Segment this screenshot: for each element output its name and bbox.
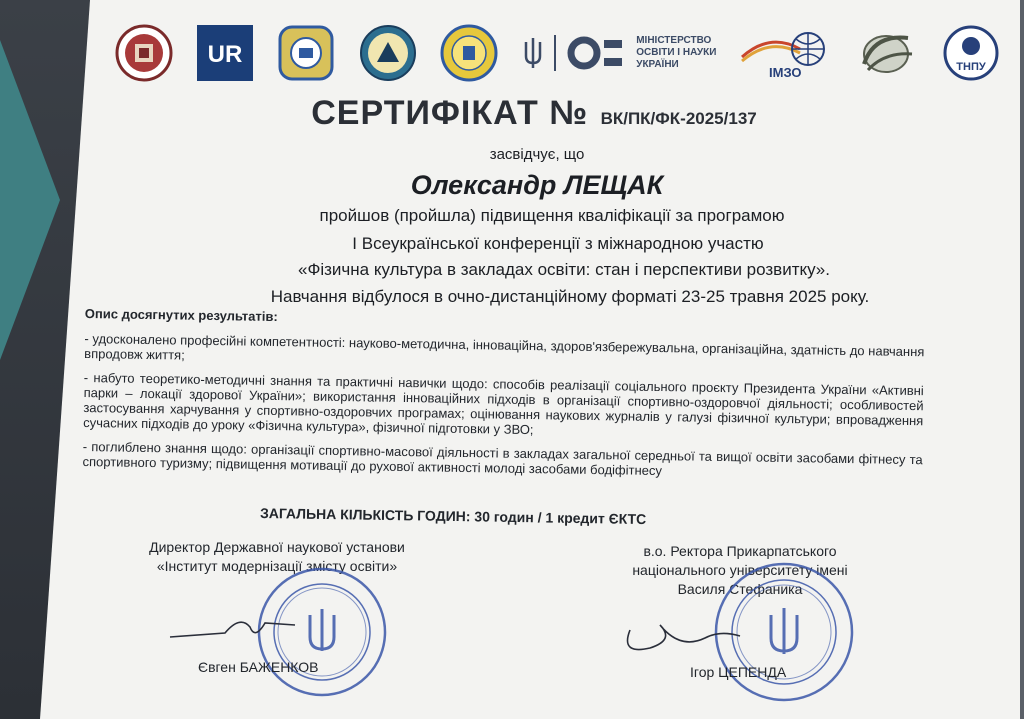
imzo-text: ІМЗО	[769, 64, 802, 80]
university-crest-logo	[115, 24, 173, 82]
left-title-line-2: «Інститут модернізації змісту освіти»	[156, 558, 398, 574]
passed-text: пройшов (пройшла) підвищення кваліфікації за програмою	[319, 206, 785, 225]
svg-text:ТНПУ: ТНПУ	[956, 61, 986, 73]
trident-icon	[522, 36, 544, 70]
attests-text: засвідчує, що	[489, 146, 585, 163]
right-signature	[620, 610, 750, 660]
result-item: - поглиблено знання щодо: організації спортивно-масової діяльності в закладах загальної середньої та вищої освіти засобами фітнесу та спортивного туризму; підвищення мотивації до рухової активності молоді засобами бодіфітнесу	[82, 438, 923, 479]
imzo-logo	[740, 27, 830, 80]
right-title-line-1: в.о. Ректора Прикарпатського	[643, 543, 837, 559]
results-heading: Опис досягнутих результатів:	[84, 306, 278, 325]
certificate-title	[22, 94, 1024, 133]
result-item: - набуто теоретико-методичні знання та практичні навички щодо: способів реалізації соціального проєкту Президента України «Активні парки – локації здорової України»; використання інноваційних підходів в організації спортивно-оздоровчої діяльності; особливостей застосування харчування у спортивно-оздоровчих програмах; оцінювання наукових журналів у галузі фізичної культури; впровадження сучасних підходів до уроку «Фізична культура», фізичної підготовки у ЗВО;	[83, 369, 924, 438]
result-item: - удосконалено професійні компетентності: науково-методична, інноваційна, здоров'язбережувальна, організаційна, здатність до навчання впродовж життя;	[84, 330, 925, 363]
total-hours: ЗАГАЛЬНА КІЛЬКІСТЬ ГОДИН: 30 годин / 1 кредит ЄКТС	[259, 504, 647, 528]
certificate-number: ВК/ПК/ФК-2025/137	[600, 109, 757, 128]
left-signature	[165, 605, 305, 655]
left-signatory-name: Євген БАЖЕНКОВ	[198, 659, 319, 675]
ministry-mark-icon	[566, 33, 626, 73]
academy-emblem-logo	[440, 24, 498, 82]
conference-text: I Всеукраїнської конференції з міжнародною участю	[352, 234, 764, 253]
ministry-divider	[554, 35, 556, 71]
institute-emblem-logo	[277, 24, 335, 82]
left-title-line-1: Директор Державної наукової установи	[149, 539, 405, 555]
title-text: СЕРТИФІКАТ №	[311, 94, 589, 132]
svg-text:UR: UR	[207, 41, 243, 68]
right-title-line-3: Василя Стефаника	[677, 581, 803, 597]
right-signatory-name: Ігор ЦЕПЕНДА	[690, 664, 787, 680]
ministry-text: МІНІСТЕРСТВО ОСВІТИ І НАУКИ УКРАЇНИ	[636, 35, 717, 70]
athletes-emblem-logo	[359, 24, 417, 82]
ministry-logo	[522, 33, 716, 73]
logo-row	[115, 18, 1000, 88]
ur-logo	[197, 25, 253, 81]
laurel-globe-logo	[854, 24, 918, 82]
tnpu-logo	[942, 24, 1000, 82]
topic-text: «Фізична культура в закладах освіти: стан і перспективи розвитку».	[297, 260, 830, 279]
right-title-line-2: національного університету імені	[632, 562, 848, 578]
results-description	[82, 306, 925, 491]
recipient-name: Олександр ЛЕЩАК	[410, 170, 664, 200]
study-format-text: Навчання відбулося в очно-дистанційному форматі 23-25 травня 2025 року.	[270, 287, 870, 306]
globe-icon	[740, 27, 830, 69]
